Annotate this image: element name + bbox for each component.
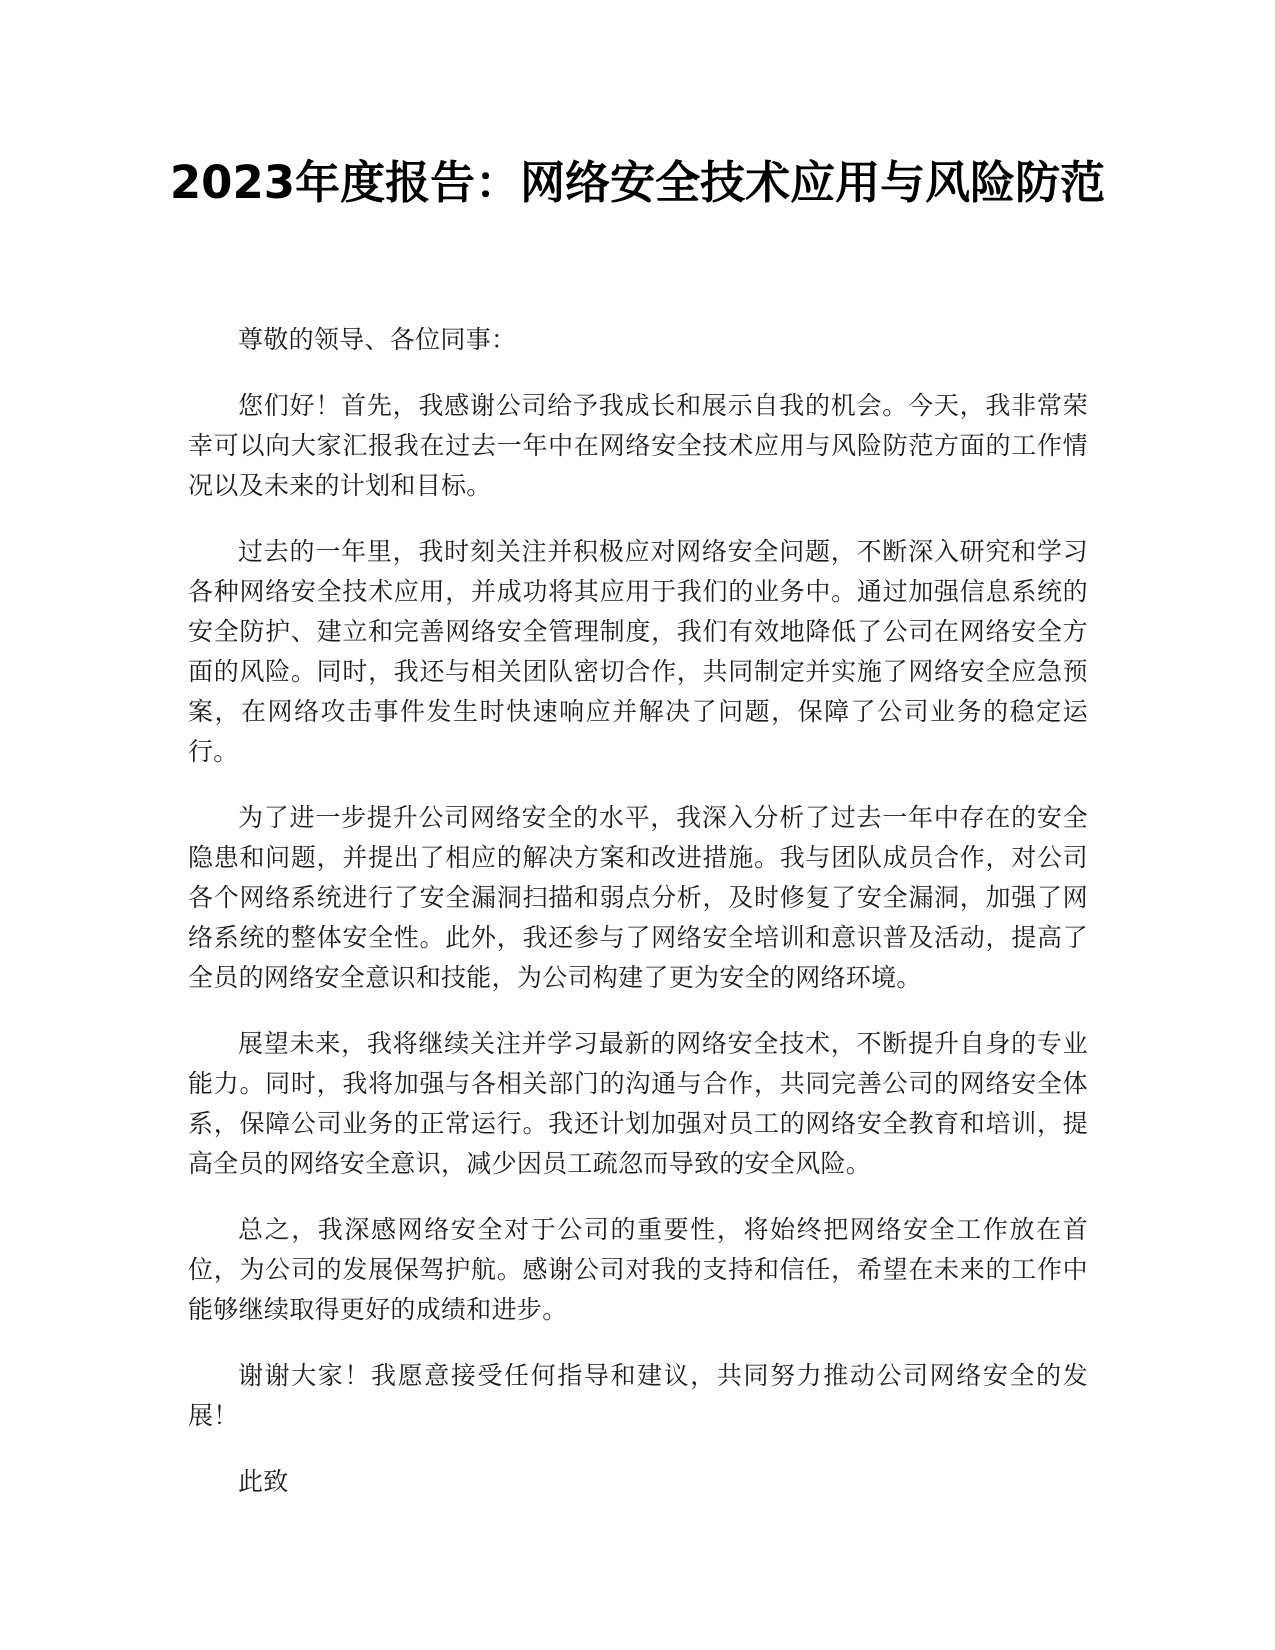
past-year-paragraph: 过去的一年里，我时刻关注并积极应对网络安全问题，不断深入研究和学习各种网络安全技术应用，并成功将其应用于我们的业务中。通过加强信息系统的安全防护、建立和完善网络安全管理制度，我们有效地降低了公司在网络安全方面的风险。同时，我还与相关团队密切合作，共同制定并实施了网络安全应急预案，在网络攻击事件发生时快速响应并解决了问题，保障了公司业务的稳定运行。: [188, 537, 1088, 766]
improvement-paragraph: 为了进一步提升公司网络安全的水平，我深入分析了过去一年中存在的安全隐患和问题，并提出了相应的解决方案和改进措施。我与团队成员合作，对公司各个网络系统进行了安全漏洞扫描和弱点分析，及时修复了安全漏洞，加强了网络系统的整体安全性。此外，我还参与了网络安全培训和意识普及活动，提高了全员的网络安全意识和技能，为公司构建了更为安全的网络环境。: [188, 803, 1088, 992]
document-body: [188, 320, 1088, 1528]
thanks-paragraph: 谢谢大家！我愿意接受任何指导和建议，共同努力推动公司网络安全的发展！: [188, 1361, 1088, 1430]
greeting-paragraph: 您们好！首先，我感谢公司给予我成长和展示自我的机会。今天，我非常荣幸可以向大家汇报我在过去一年中在网络安全技术应用与风险防范方面的工作情况以及未来的计划和目标。: [188, 391, 1088, 500]
future-outlook-paragraph: 展望未来，我将继续关注并学习最新的网络安全技术，不断提升自身的专业能力。同时，我将加强与各相关部门的沟通与合作，共同完善公司的网络安全体系，保障公司业务的正常运行。我还计划加强对员工的网络安全教育和培训，提高全员的网络安全意识，减少因员工疏忽而导致的安全风险。: [188, 1029, 1088, 1178]
salutation-paragraph: 尊敬的领导、各位同事：: [238, 325, 517, 354]
summary-paragraph: 总之，我深感网络安全对于公司的重要性，将始终把网络安全工作放在首位，为公司的发展保驾护航。感谢公司对我的支持和信任，希望在未来的工作中能够继续取得更好的成绩和进步。: [188, 1215, 1088, 1324]
closing-paragraph: 此致: [238, 1467, 289, 1496]
document-title: 2023年度报告：网络安全技术应用与风险防范: [169, 156, 1106, 209]
